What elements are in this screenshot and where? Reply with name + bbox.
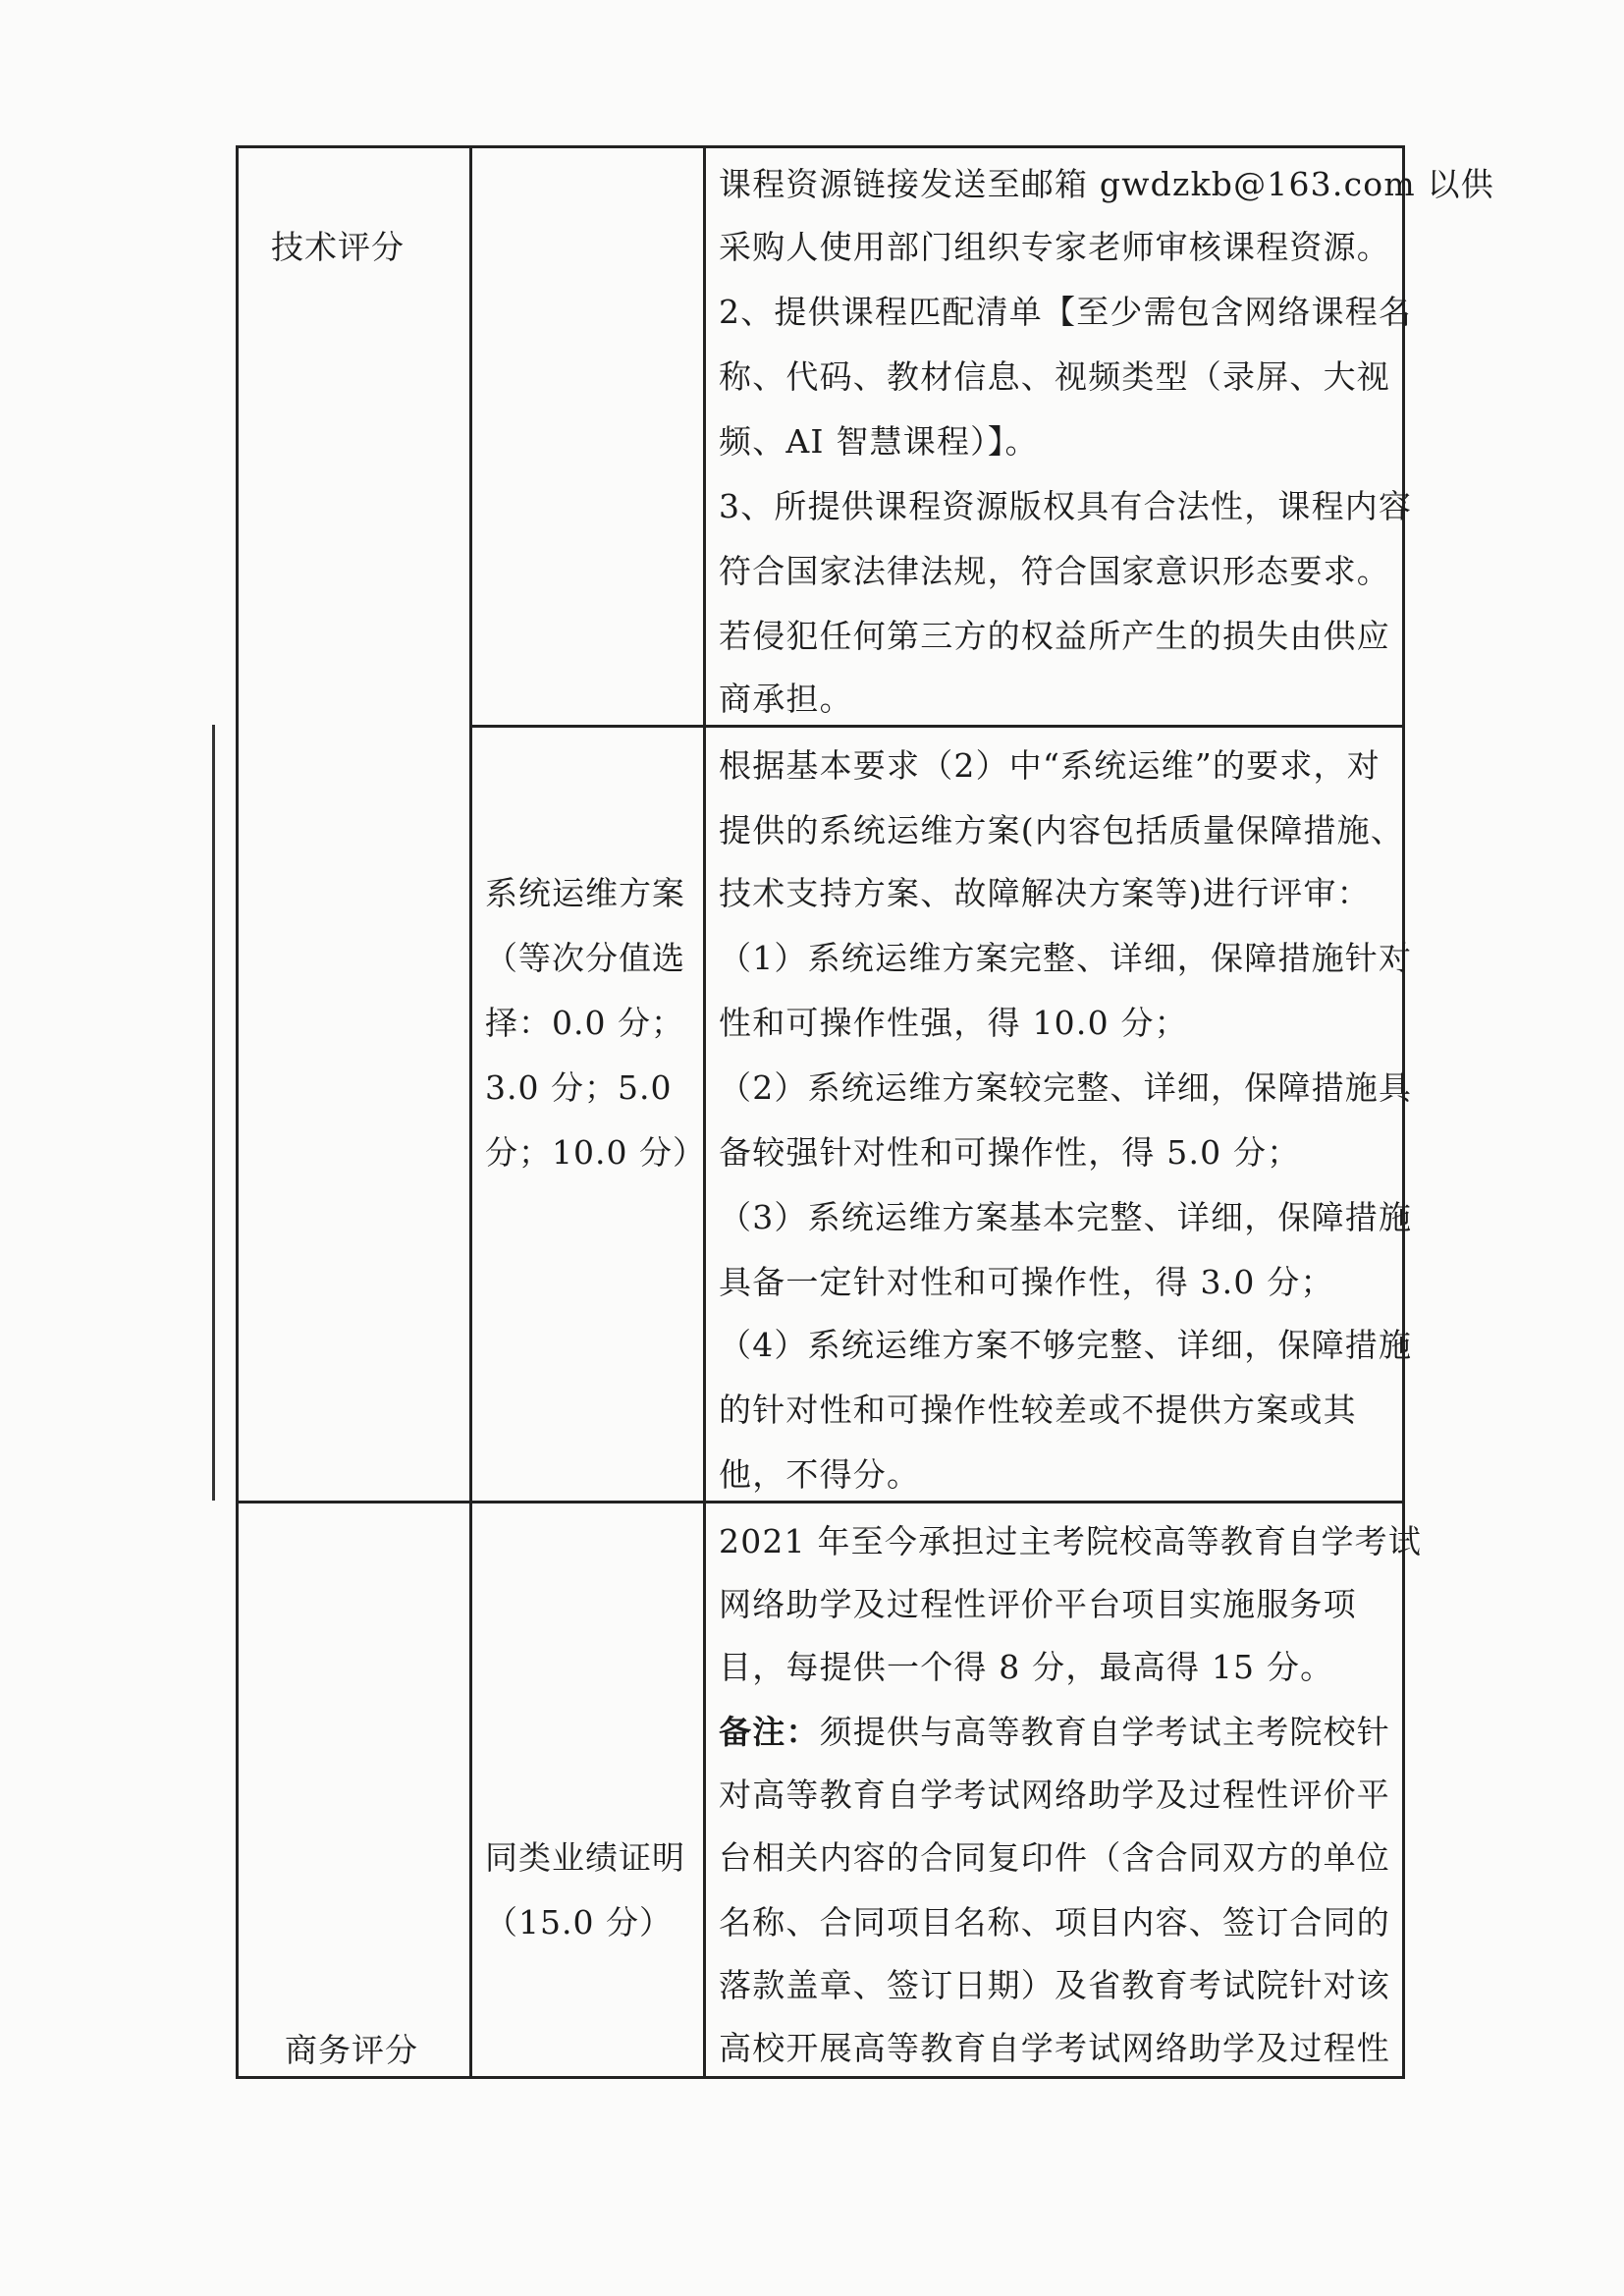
r3-line-2: 网络助学及过程性评价平台项目实施服务项 <box>719 1585 1357 1623</box>
r1-line-9: 商承担。 <box>719 680 853 718</box>
r3-line-8: 落款盖章、签订日期）及省教育考试院针对该 <box>719 1966 1390 2004</box>
r2-line-12: 他，不得分。 <box>719 1455 921 1494</box>
row-divider-1 <box>469 725 1404 728</box>
r2-col2-line-5: 分；10.0 分） <box>485 1133 706 1172</box>
r2-col2-line-1: 系统运维方案 <box>485 874 685 912</box>
r2-line-10: （4）系统运维方案不够完整、详细，保障措施 <box>719 1326 1413 1364</box>
r2-line-11: 的针对性和可操作性较差或不提供方案或其 <box>719 1391 1357 1429</box>
r2-line-3: 技术支持方案、故障解决方案等)进行评审： <box>719 874 1371 912</box>
note-first-text: 须提供与高等教育自学考试主考院校针 <box>819 1713 1391 1751</box>
r3-note-line <box>719 1707 1390 1753</box>
r3-line-9: 高校开展高等教育自学考试网络助学及过程性 <box>719 2029 1390 2067</box>
r3-col2-line-1: 同类业绩证明 <box>485 1838 685 1877</box>
r1-line-5: 频、AI 智慧课程）】。 <box>719 422 1039 461</box>
r2-line-9: 具备一定针对性和可操作性，得 3.0 分； <box>719 1263 1334 1301</box>
note-label: 备注： <box>719 1713 820 1751</box>
row-divider-2 <box>236 1501 1404 1503</box>
r1-line-1: 课程资源链接发送至邮箱 gwdzkb@163.com 以供 <box>719 165 1494 203</box>
table-top-border <box>236 145 1404 148</box>
r3-line-1: 2021 年至今承担过主考院校高等教育自学考试 <box>719 1522 1423 1560</box>
r1-line-8: 若侵犯任何第三方的权益所产生的损失由供应 <box>719 617 1390 655</box>
business-score-label: 商务评分 <box>285 2031 418 2069</box>
r1-line-4: 称、代码、教材信息、视频类型（录屏、大视 <box>719 357 1390 396</box>
column-divider-1 <box>469 145 472 2079</box>
r1-line-7: 符合国家法律法规，符合国家意识形态要求。 <box>719 552 1390 590</box>
r2-line-4: （1）系统运维方案完整、详细，保障措施针对 <box>719 939 1413 977</box>
r2-line-7: 备较强针对性和可操作性，得 5.0 分； <box>719 1133 1301 1172</box>
r2-line-6: （2）系统运维方案较完整、详细，保障措施具 <box>719 1068 1413 1107</box>
r2-col2-line-4: 3.0 分；5.0 <box>485 1068 673 1107</box>
table-right-border <box>1402 145 1405 2079</box>
tech-score-label: 技术评分 <box>271 228 405 266</box>
column-divider-2 <box>703 145 706 2079</box>
r3-line-5: 对高等教育自学考试网络助学及过程性评价平 <box>719 1776 1390 1814</box>
r1-line-2: 采购人使用部门组织专家老师审核课程资源。 <box>719 228 1390 266</box>
r2-line-2: 提供的系统运维方案(内容包括质量保障措施、 <box>719 811 1405 849</box>
r2-col2-line-2: （等次分值选 <box>485 939 685 977</box>
table-bottom-border <box>236 2076 1404 2079</box>
r1-line-3: 2、提供课程匹配清单【至少需包含网络课程名 <box>719 293 1413 331</box>
r2-col2-line-3: 择：0.0 分； <box>485 1004 684 1042</box>
r2-line-8: （3）系统运维方案基本完整、详细，保障措施 <box>719 1198 1413 1236</box>
r3-line-6: 台相关内容的合同复印件（含合同双方的单位 <box>719 1838 1390 1877</box>
r2-line-1: 根据基本要求（2）中“系统运维”的要求，对 <box>719 746 1380 785</box>
r2-line-5: 性和可操作性强，得 10.0 分； <box>719 1004 1188 1042</box>
r3-line-3: 目，每提供一个得 8 分，最高得 15 分。 <box>719 1648 1334 1686</box>
r3-col2-line-2: （15.0 分） <box>485 1903 673 1941</box>
table-left-border <box>236 145 239 2079</box>
r1-line-6: 3、所提供课程资源版权具有合法性，课程内容 <box>719 487 1413 525</box>
r3-line-7: 名称、合同项目名称、项目内容、签订合同的 <box>719 1903 1390 1941</box>
margin-binding-line <box>212 725 215 1501</box>
